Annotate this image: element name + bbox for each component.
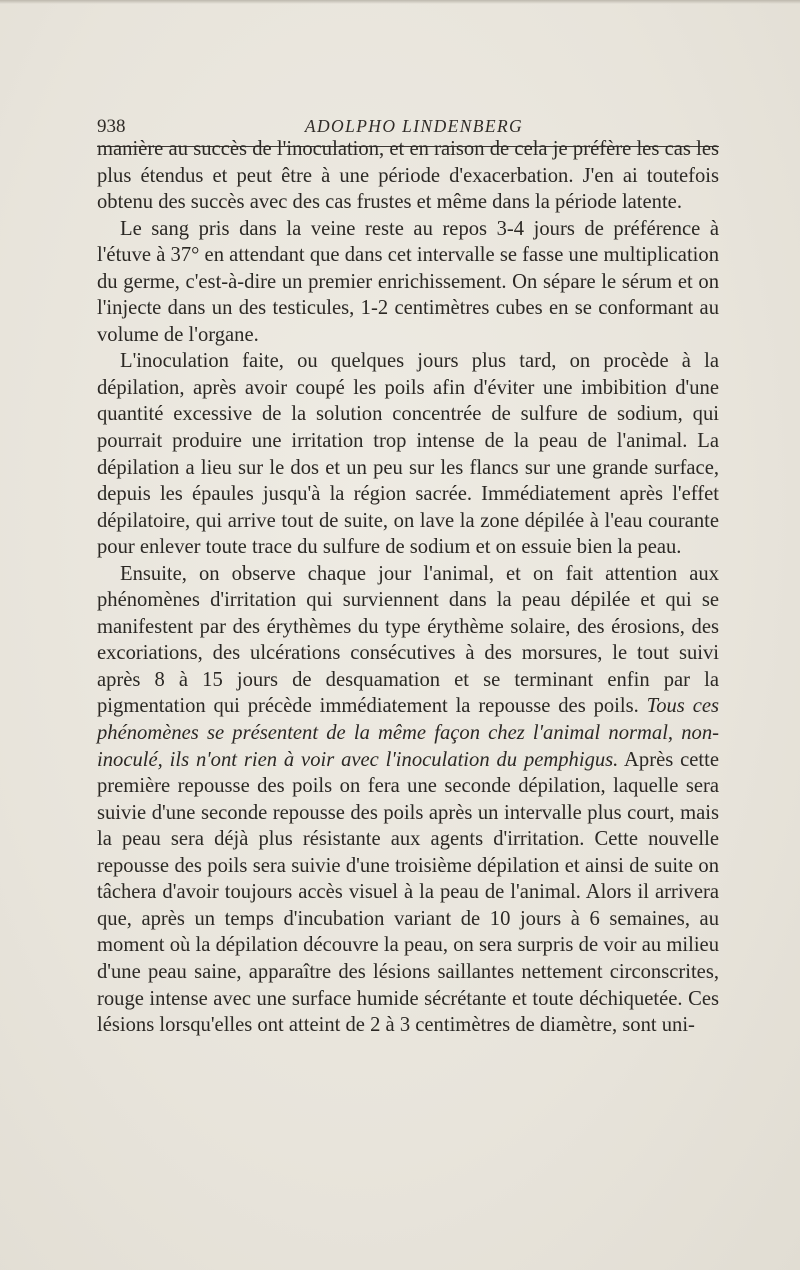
paragraph-depilation: L'inoculation faite, ou quelques jours plus tard, on procède à la dépilation, après avoir coupé les poils afin d'éviter une imbibition d'une quantité excessive de la solution concentrée de sulfure de sodium, qui pourrait produire une irritation trop intense de la peau de l'animal. La dépilation a lieu sur le dos et un peu sur les flancs sur une grande surface, depuis les épaules jusqu'à la région sacrée. Immédiatement après l'effet dépilatoire, qui arrive tout de suite, on lave la zone dépilée à l'eau courante pour enlever toute trace du sulfure de sodium et on essuie bien la peau.	[97, 350, 719, 559]
paragraph-observation	[97, 561, 719, 1039]
italic-emphasis: Tous ces phénomènes se présentent de la même façon chez l'animal normal, non-inoculé, ils n'ont rien à voir avec l'inoculation du pemphigus.	[97, 695, 719, 771]
page-number: 938	[97, 116, 126, 137]
body-text	[97, 136, 719, 1039]
observation-text-start: Ensuite, on observe chaque jour l'animal, et on fait attention aux phénomènes d'irritation qui surviennent dans la peau dépilée et qui se manifestent par des érythèmes du type érythème solaire, des érosions, des excoriations, des ulcérations consécutives à des morsures, le tout suivi après 8 à 15 jours de desquamation et se terminant enfin par la pigmentation qui précède immédiatement la repousse des poils.	[97, 562, 719, 718]
paragraph-continued: manière au succès de l'inoculation, et en raison de cela je préfère les cas les plus étendus et peut être à une période d'exacerbation. J'en ai toutefois obtenu des succès avec des cas frustes et même dans la période latente.	[97, 138, 719, 214]
paragraph-blood-serum: Le sang pris dans la veine reste au repos 3-4 jours de préférence à l'étuve à 37° en attendant que dans cet intervalle se fasse une multiplication du germe, c'est-à-dire un premier enrichissement. On sépare le sérum et on l'injecte dans un des testicules, 1-2 centimètres cubes en se conformant au volume de l'organe.	[97, 217, 719, 346]
running-head: ADOLPHO LINDENBERG	[304, 116, 524, 136]
page-top-edge	[0, 0, 800, 4]
observation-text-end: Après cette première repousse des poils on fera une seconde dépilation, laquelle sera suivie d'une seconde repousse des poils après un intervalle plus court, mais la peau sera déjà plus résistante aux agents d'irritation. Cette nouvelle repousse des poils sera suivie d'une troisième dépilation et ainsi de suite on tâchera d'avoir toujours accès visuel à la peau de l'animal. Alors il arrivera que, après un temps d'incubation variant de 10 jours à 6 semaines, au moment où la dépilation découvre la peau, on sera surpris de voir au milieu d'une peau saine, apparaître des lésions saillantes nettement circonscrites, rouge intense avec une surface humide sécrétante et toute déchiquetée. Ces lésions lorsqu'elles ont atteint de 2 à 3 centimètres de diamètre, sont uni-	[97, 748, 719, 1037]
